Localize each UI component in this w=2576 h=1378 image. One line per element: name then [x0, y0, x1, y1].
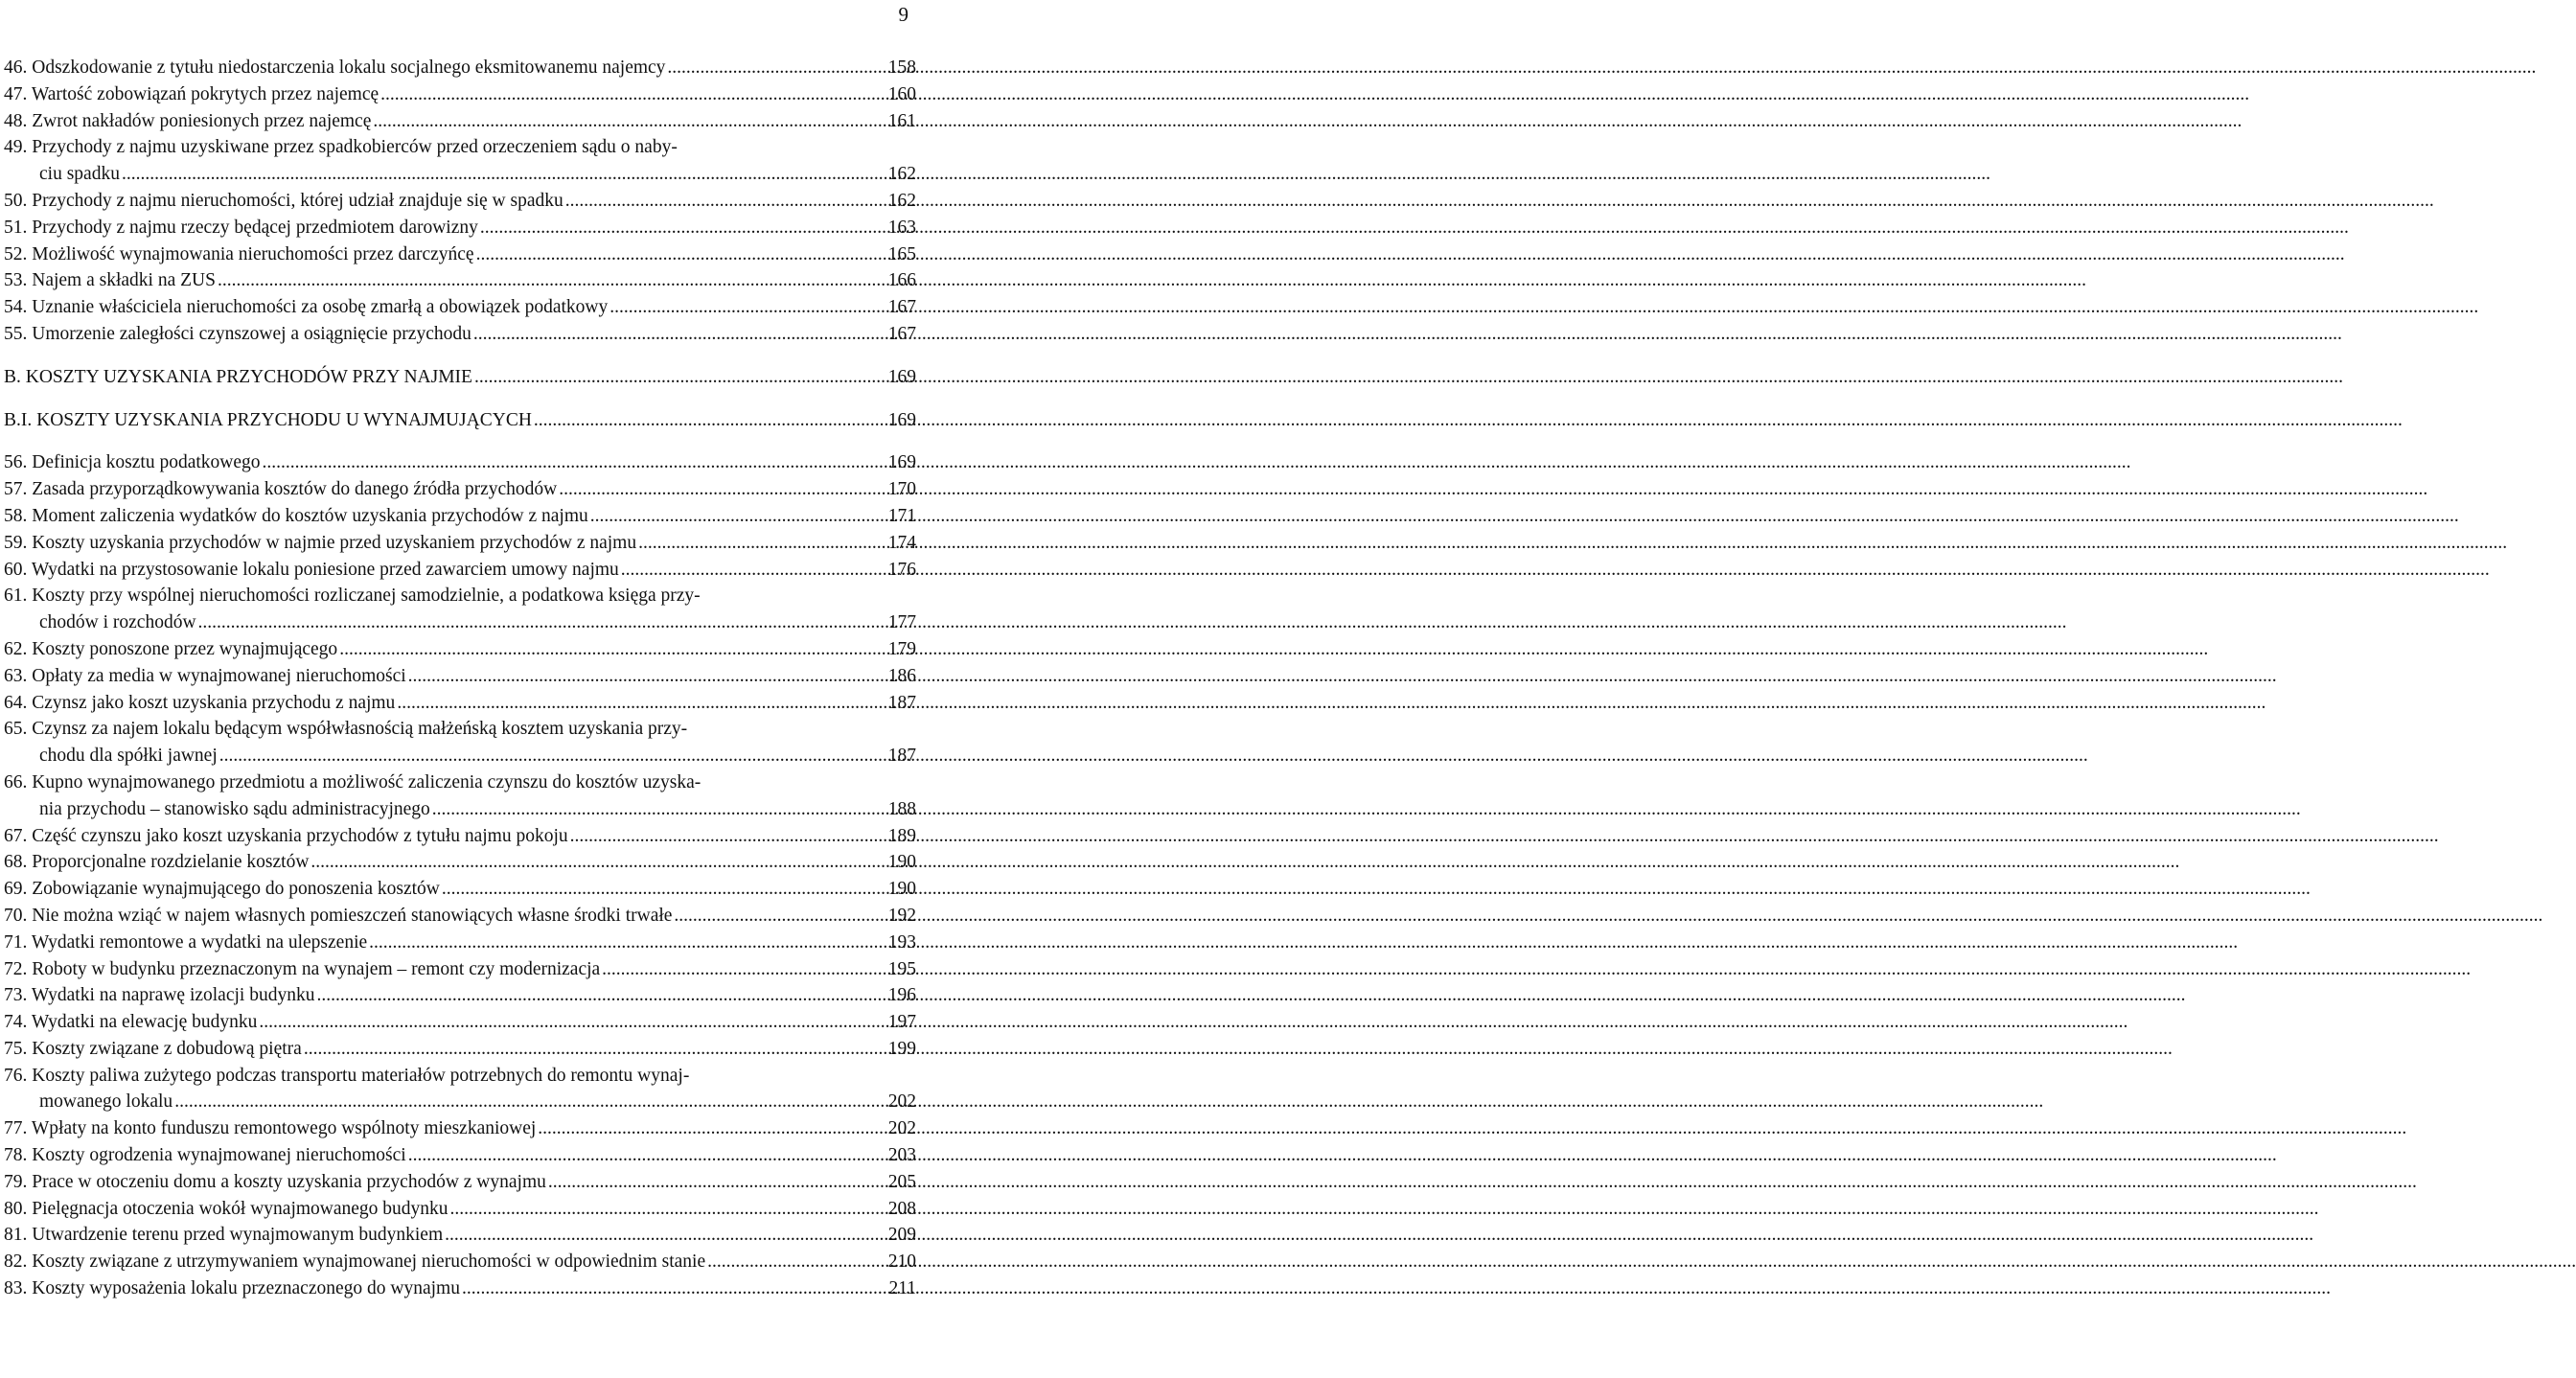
toc-entry [4, 930, 916, 956]
toc-entry-title: 62. Koszty ponoszone przez wynajmującego [4, 638, 338, 659]
dot-leader [538, 1115, 880, 1142]
toc-entry-title: 72. Roboty w budynku przeznaczonym na wynajem – remont czy modernizacja [4, 958, 601, 979]
toc-entry-65-line1: 65. Czynsz za najem lokalu będącym współwłasnością małżeńską kosztem uzyskania przy- [4, 719, 688, 740]
toc-entry-page: 193 [887, 931, 916, 953]
toc-entry-title: 53. Najem a składki na ZUS [4, 270, 216, 291]
toc-entry-title: 47. Wartość zobowiązań pokrytych przez najemcę [4, 83, 380, 104]
dot-leader [369, 930, 880, 956]
section-page: 169 [887, 409, 916, 430]
toc-entry-title: 51. Przychody z najmu rzeczy będącej przedmiotem darowizny [4, 217, 478, 238]
toc-entry-page: 210 [887, 1252, 916, 1273]
toc-entry-page: 167 [887, 297, 916, 318]
dot-leader [570, 823, 880, 850]
toc-entry-page: 169 [887, 452, 916, 473]
toc-entry [4, 1115, 916, 1142]
section-b-heading [4, 364, 916, 391]
toc-entry-page: 161 [887, 110, 916, 131]
toc-entry-page: 203 [887, 1145, 916, 1166]
toc-entry [4, 449, 916, 476]
dot-leader [667, 55, 880, 81]
toc-entry [4, 1036, 916, 1063]
toc-entry [4, 503, 916, 530]
toc-entry-title: 64. Czynsz jako koszt uzyskania przychodu z najmu [4, 692, 396, 713]
toc-entry-title: 69. Zobowiązanie wynajmującego do ponoszenia kosztów [4, 879, 440, 900]
toc-entry [4, 557, 916, 584]
toc-entry [4, 849, 916, 876]
toc-entry [4, 294, 916, 321]
toc-entry [4, 663, 916, 690]
toc-entry-66-line1: 66. Kupno wynajmowanego przedmiotu a możliwość zaliczenia czynszu do kosztów uzyska- [4, 771, 702, 792]
dot-leader [621, 557, 880, 584]
toc-entry [4, 903, 916, 930]
toc-entry-page: 205 [887, 1171, 916, 1192]
toc-entry-page: 190 [887, 852, 916, 873]
toc-entry-page: 187 [887, 692, 916, 713]
toc-entry-title: ciu spadku [39, 164, 120, 185]
dot-leader [462, 1275, 880, 1302]
toc-entry-title: 81. Utwardzenie terenu przed wynajmowanym budynkiem [4, 1225, 444, 1246]
dot-leader [304, 1036, 880, 1063]
dot-leader [122, 161, 880, 188]
dot-leader [559, 476, 880, 503]
toc-entry-page: 195 [887, 958, 916, 979]
toc-group-6 [4, 1115, 916, 1302]
dot-leader [432, 796, 880, 823]
toc-entry-page: 209 [887, 1225, 916, 1246]
toc-entry-title: 50. Przychody z najmu nieruchomości, której udział znajduje się w spadku [4, 190, 564, 211]
toc-entry-page: 208 [887, 1198, 916, 1219]
toc-entry-title: 82. Koszty związane z utrzymywaniem wynajmowanej nieruchomości w odpowiednim stanie [4, 1252, 706, 1273]
toc-entry-76 [4, 1089, 916, 1115]
toc-entry-page: 202 [887, 1118, 916, 1139]
toc-entry-title: mowanego lokalu [39, 1091, 173, 1113]
toc-entry-page: 162 [887, 190, 916, 211]
toc-entry-page: 165 [887, 243, 916, 264]
toc-entry-49 [4, 161, 916, 188]
dot-leader [674, 903, 880, 930]
toc-entry-title: chodu dla spółki jawnej [39, 746, 218, 767]
toc-entry-page: 162 [887, 164, 916, 185]
toc-entry-page: 187 [887, 746, 916, 767]
toc-entry [4, 476, 916, 503]
toc-entry-title: 52. Możliwość wynajmowania nieruchomości przez darczyńcę [4, 243, 474, 264]
toc-entry [4, 1222, 916, 1249]
toc-entry [4, 267, 916, 294]
section-title: B.I. KOSZTY UZYSKANIA PRZYCHODU U WYNAJMUJĄCYCH [4, 409, 532, 430]
toc-entry-page: 179 [887, 638, 916, 659]
toc-entry [4, 1169, 916, 1196]
toc-group-4 [4, 636, 916, 716]
toc-entry-title: 68. Proporcjonalne rozdzielanie kosztów [4, 852, 310, 873]
dot-leader [442, 876, 880, 903]
toc-entry-page: 197 [887, 1012, 916, 1033]
toc-entry [4, 1196, 916, 1223]
toc-entry-title: 59. Koszty uzyskania przychodów w najmie przed uzyskaniem przychodów z najmu [4, 532, 637, 553]
toc-entry [4, 321, 916, 348]
toc-entry-61-line1: 61. Koszty przy wspólnej nieruchomości rozliczanej samodzielnie, a podatkowa księga przy- [4, 586, 701, 607]
toc-entry-page: 167 [887, 323, 916, 344]
dot-leader [408, 663, 880, 690]
dot-leader [174, 1089, 880, 1115]
dot-leader [408, 1142, 880, 1169]
toc-entry-title: 57. Zasada przyporządkowywania kosztów do danego źródła przychodów [4, 479, 558, 500]
toc-entry [4, 636, 916, 663]
toc-entry-title: 54. Uznanie właściciela nieruchomości za osobę zmarłą a obowiązek podatkowy [4, 297, 609, 318]
toc-entry-title: 48. Zwrot nakładów poniesionych przez najemcę [4, 110, 372, 131]
toc-group-1 [4, 55, 916, 134]
dot-leader [373, 108, 880, 135]
toc-entry-66 [4, 796, 916, 823]
toc-entry-title: 56. Definicja kosztu podatkowego [4, 452, 261, 473]
toc-entry-page: 199 [887, 1038, 916, 1059]
toc-entry-title: 58. Moment zaliczenia wydatków do kosztów uzyskania przychodów z najmu [4, 505, 588, 526]
toc-entry-page: 158 [887, 57, 916, 78]
toc-entry-65 [4, 743, 916, 769]
toc-entry-title: 71. Wydatki remontowe a wydatki na ulepszenie [4, 931, 368, 953]
section-title: B. KOSZTY UZYSKANIA PRZYCHODÓW PRZY NAJMIE [4, 366, 472, 387]
toc-entry-title: 70. Nie można wziąć w najem własnych pomieszczeń stanowiących własne środki trwałe [4, 905, 673, 926]
dot-leader [316, 982, 880, 1009]
toc-entry-title: 83. Koszty wyposażenia lokalu przeznaczonego do wynajmu [4, 1278, 460, 1299]
dot-leader [198, 609, 880, 636]
dot-leader [548, 1169, 880, 1196]
toc-entry [4, 823, 916, 850]
dot-leader [445, 1222, 880, 1249]
toc-entry-76-line1: 76. Koszty paliwa zużytego podczas transportu materiałów potrzebnych do remontu wynaj- [4, 1065, 690, 1086]
dot-leader [476, 241, 880, 268]
table-of-contents [4, 55, 916, 1302]
toc-entry-page: 202 [887, 1091, 916, 1113]
toc-entry [4, 1009, 916, 1036]
toc-entry-page: 186 [887, 665, 916, 686]
toc-entry-title: 78. Koszty ogrodzenia wynajmowanej nieruchomości [4, 1145, 406, 1166]
toc-entry-page: 171 [887, 505, 916, 526]
toc-entry [4, 55, 916, 81]
toc-entry [4, 188, 916, 215]
dot-leader [565, 188, 880, 215]
dot-leader [474, 364, 880, 391]
toc-entry [4, 81, 916, 108]
toc-entry-61 [4, 609, 916, 636]
toc-entry-page: 177 [887, 612, 916, 633]
dot-leader [263, 449, 880, 476]
toc-entry-title: 79. Prace w otoczeniu domu a koszty uzyskania przychodów z wynajmu [4, 1171, 546, 1192]
toc-entry-page: 196 [887, 985, 916, 1006]
toc-entry [4, 982, 916, 1009]
toc-entry-title: 46. Odszkodowanie z tytułu niedostarczenia lokalu socjalnego eksmitowanemu najemcy [4, 57, 666, 78]
toc-entry-page: 189 [887, 825, 916, 846]
toc-entry-title: 75. Koszty związane z dobudową piętra [4, 1038, 302, 1059]
dot-leader [638, 530, 880, 557]
toc-entry-page: 190 [887, 879, 916, 900]
dot-leader [707, 1249, 880, 1275]
toc-entry-title: 60. Wydatki na przystosowanie lokalu poniesione przed zawarciem umowy najmu [4, 559, 619, 580]
toc-group-2 [4, 188, 916, 348]
toc-group-5 [4, 823, 916, 1063]
toc-entry-page: 211 [888, 1278, 916, 1299]
toc-entry [4, 530, 916, 557]
toc-entry-page: 188 [887, 798, 916, 819]
toc-entry [4, 956, 916, 983]
page-number: 9 [898, 3, 908, 26]
dot-leader [219, 743, 880, 769]
toc-entry-title: 63. Opłaty za media w wynajmowanej nieruchomości [4, 665, 406, 686]
toc-entry-page: 192 [887, 905, 916, 926]
dot-leader [480, 215, 880, 241]
toc-entry-title: 80. Pielęgnacja otoczenia wokół wynajmowanego budynku [4, 1198, 448, 1219]
section-bi-heading [4, 407, 916, 434]
dot-leader [218, 267, 880, 294]
toc-entry-title: 55. Umorzenie zaległości czynszowej a osiągnięcie przychodu [4, 323, 472, 344]
toc-entry-title: 73. Wydatki na naprawę izolacji budynku [4, 985, 315, 1006]
toc-entry [4, 876, 916, 903]
dot-leader [380, 81, 880, 108]
toc-entry [4, 215, 916, 241]
dot-leader [602, 956, 880, 983]
toc-entry-49-line1: 49. Przychody z najmu uzyskiwane przez spadkobierców przed orzeczeniem sądu o naby- [4, 137, 678, 158]
dot-leader [450, 1196, 880, 1223]
dot-leader [259, 1009, 880, 1036]
dot-leader [310, 849, 880, 876]
toc-entry-page: 174 [887, 532, 916, 553]
toc-entry-page: 163 [887, 217, 916, 238]
dot-leader [473, 321, 880, 348]
toc-group-3 [4, 449, 916, 583]
dot-leader [610, 294, 880, 321]
toc-entry [4, 241, 916, 268]
toc-entry-title: 77. Wpłaty na konto funduszu remontowego wspólnoty mieszkaniowej [4, 1118, 537, 1139]
section-page: 169 [887, 366, 916, 387]
toc-entry-page: 170 [887, 479, 916, 500]
toc-entry [4, 1249, 916, 1275]
dot-leader [534, 407, 880, 434]
toc-entry-title: 67. Część czynszu jako koszt uzyskania przychodów z tytułu najmu pokoju [4, 825, 568, 846]
toc-entry-title: chodów i rozchodów [39, 612, 196, 633]
dot-leader [590, 503, 880, 530]
dot-leader [339, 636, 880, 663]
toc-entry [4, 1142, 916, 1169]
toc-entry-page: 166 [887, 270, 916, 291]
toc-entry [4, 108, 916, 135]
toc-entry-page: 160 [887, 83, 916, 104]
toc-entry [4, 690, 916, 717]
toc-entry-page: 176 [887, 559, 916, 580]
toc-entry [4, 1275, 916, 1302]
toc-entry-title: 74. Wydatki na elewację budynku [4, 1012, 258, 1033]
toc-entry-title: nia przychodu – stanowisko sądu administracyjnego [39, 798, 430, 819]
dot-leader [397, 690, 880, 717]
